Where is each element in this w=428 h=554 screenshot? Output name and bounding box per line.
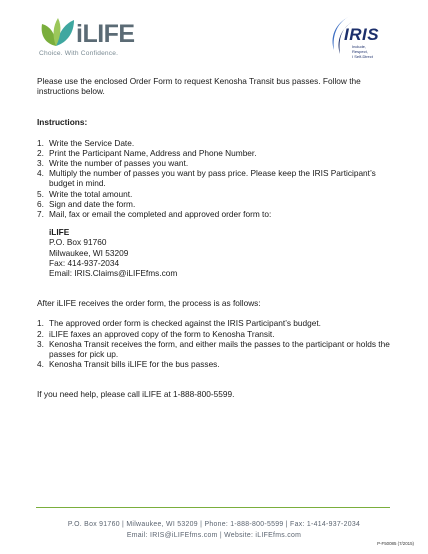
list-item: 1. Write the Service Date. xyxy=(37,137,135,148)
ilife-wordmark: iLIFE xyxy=(76,20,135,48)
list-item: 2. iLIFE faxes an approved copy of the form to Kenosha Transit. xyxy=(37,328,275,339)
list-item: 2. Print the Participant Name, Address and Phone Number. xyxy=(37,147,257,158)
address-line: P.O. Box 91760 xyxy=(49,237,107,248)
document-body xyxy=(37,76,395,400)
list-item: 7. Mail, fax or email the completed and approved order form to: xyxy=(37,209,272,220)
list-item: 3. Kenosha Transit receives the form, and either mails the passes to the participant or holds the passes for pick up. xyxy=(37,338,390,360)
list-item: 6. Sign and date the form. xyxy=(37,198,136,209)
footer xyxy=(0,519,428,541)
footer-divider xyxy=(36,507,390,508)
footer-contact-line: P.O. Box 91760 | Milwaukee, WI 53209 | Phone: 1-888-800-5599 | Fax: 1-414-937-2034 xyxy=(67,521,361,528)
footer-web-line: Email: IRIS@iLIFEfms.com | Website: iLIFEfms.com xyxy=(126,532,302,539)
address-line: Milwaukee, WI 53209 xyxy=(49,247,129,258)
iris-tagline: Include, Respect, I Self-Direct xyxy=(352,44,373,59)
instructions-heading: Instructions: xyxy=(37,117,88,128)
list-item: 4. Kenosha Transit bills iLIFE for the bus passes. xyxy=(37,359,220,370)
address-name: iLIFE xyxy=(49,227,70,238)
list-item: 3. Write the number of passes you want. xyxy=(37,158,189,169)
list-item: 1. The approved order form is checked against the IRIS Participant’s budget. xyxy=(37,318,321,329)
form-code: P-F50085 (7/2015) xyxy=(377,541,414,546)
list-item: 5. Write the total amount. xyxy=(37,188,133,199)
ilife-logo xyxy=(36,14,166,60)
iris-wordmark: IRIS xyxy=(344,25,380,44)
iris-logo xyxy=(326,14,396,64)
address-email: Email: IRIS.Claims@iLIFEfms.com xyxy=(49,268,178,279)
ilife-leaf-icon xyxy=(36,14,76,50)
address-fax: Fax: 414-937-2034 xyxy=(49,257,120,268)
instructions-list xyxy=(37,138,395,220)
mailing-address xyxy=(37,227,395,278)
ilife-tagline: Choice. With Confidence. xyxy=(39,50,119,57)
process-intro: After iLIFE receives the order form, the process is as follows: xyxy=(37,298,261,309)
list-item: 4. Multiply the number of passes you want by pass price. Please keep the IRIS Participant’s budget in mind. xyxy=(37,168,376,189)
help-line: If you need help, please call iLIFE at 1-888-800-5599. xyxy=(37,389,235,400)
intro-paragraph: Please use the enclosed Order Form to request Kenosha Transit bus passes. Follow the instructions below. xyxy=(37,76,361,97)
process-list xyxy=(37,318,395,369)
